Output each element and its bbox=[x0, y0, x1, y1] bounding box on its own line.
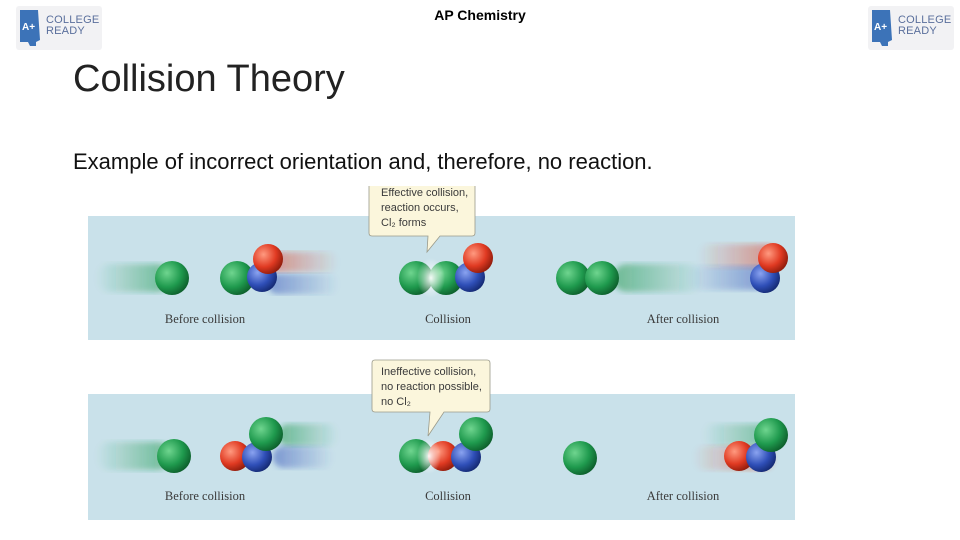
college-ready-logo-right bbox=[868, 6, 954, 50]
red-atom bbox=[758, 243, 788, 273]
slide-title: Collision Theory bbox=[73, 58, 345, 100]
green-atom bbox=[249, 417, 283, 451]
callout-line: Cl₂ forms bbox=[381, 217, 427, 229]
logo-line2: READY bbox=[46, 25, 85, 37]
green-atom bbox=[563, 441, 597, 475]
label-after-collision: After collision bbox=[646, 489, 720, 503]
label-after-collision: After collision bbox=[646, 312, 720, 326]
callout-line: reaction occurs, bbox=[381, 202, 459, 214]
top-panel bbox=[88, 186, 795, 340]
red-atom bbox=[253, 244, 283, 274]
header-title: AP Chemistry bbox=[434, 7, 526, 23]
alabama-state-icon bbox=[868, 6, 898, 50]
label-collision: Collision bbox=[425, 312, 471, 326]
green-atom bbox=[585, 261, 619, 295]
logo-badge: A+ bbox=[874, 22, 888, 33]
callout-line: Ineffective collision, bbox=[381, 366, 477, 378]
red-atom bbox=[463, 243, 493, 273]
green-atom bbox=[459, 417, 493, 451]
label-before-collision: Before collision bbox=[164, 489, 246, 503]
callout-line: no reaction possible, bbox=[381, 381, 482, 393]
slide-subtitle: Example of incorrect orientation and, therefore, no reaction. bbox=[73, 149, 653, 174]
alabama-state-icon bbox=[16, 6, 46, 50]
green-atom bbox=[556, 261, 590, 295]
label-before-collision: Before collision bbox=[164, 312, 246, 326]
logo-line1: COLLEGE bbox=[46, 14, 100, 26]
collision-diagram bbox=[88, 186, 795, 522]
green-atom bbox=[754, 418, 788, 452]
logo-text bbox=[46, 15, 99, 37]
logo-line2: READY bbox=[898, 25, 937, 37]
green-atom bbox=[157, 439, 191, 473]
callout-line: no Cl₂ bbox=[381, 396, 411, 408]
callout-line: Effective collision, bbox=[381, 187, 469, 199]
logo-badge: A+ bbox=[22, 22, 36, 33]
logo-text bbox=[898, 15, 951, 37]
green-atom bbox=[155, 261, 189, 295]
bottom-panel bbox=[88, 360, 795, 520]
logo-line1: COLLEGE bbox=[898, 14, 952, 26]
college-ready-logo-left bbox=[16, 6, 102, 50]
label-collision: Collision bbox=[425, 489, 471, 503]
